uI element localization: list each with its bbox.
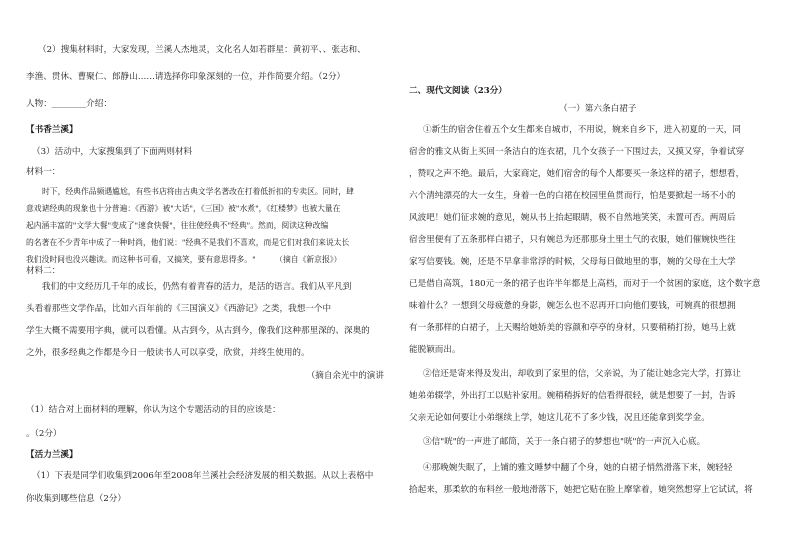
paragraph-line: 味着什么？一想到父母疲惫的身影，婉怎么也不忍再开口向他们要钱，可婉真的很想拥 — [409, 301, 736, 311]
paragraph-line: ③信"咣"的一声进了邮筒，关于一条白裙子的梦想也"咣"的一声沉入心底。 — [423, 437, 706, 447]
material-2-source: （摘自余光中的演讲 — [306, 371, 384, 381]
table-question-line-2: 你收集到哪些信息（2分） — [26, 494, 126, 504]
paragraph-line: ①新生的宿舍住着五个女生都来自城市，不用说，婉来自乡下，进入初夏的一天，同 — [423, 125, 741, 135]
question-3-line: （3）活动中，大家搜集到了下面两则材料 — [32, 147, 193, 157]
sub-question-1-score: 。（2分） — [26, 429, 62, 439]
material-1-line-2: 意戏谑经典的现象也十分普遍：《西游》被"大话"，《三国》被"水煮"，《红楼梦》也被大量在 — [26, 204, 341, 213]
question-2-line-1: （2）搜集材料时，大家发现，兰溪人杰地灵，文化名人如若群星：黄初平、、张志和、 — [38, 45, 366, 55]
paragraph-line: 父亲无论如何要让小弟继续上学，她这儿花不了多少钱，况且还能拿到奖学金。 — [409, 413, 710, 423]
material-2-label: 材料二： — [26, 266, 61, 276]
paragraph-line: 她弟弟辍学，外出打工以贴补家用。婉稍稍拆好的信看得很轻，就是想要了一封，告诉 — [409, 391, 736, 401]
paragraph-line: 有一条那样的白裙子，上天赐给她娇美的容颜和亭亭的身材，只要稍稍打扮，她马上就 — [409, 323, 736, 333]
paragraph-line: 已是借自高筑，180元一条的裙子也许半年都是上高档，而对于一个贫困的家庭，这个数字意 — [409, 279, 761, 289]
section-heading-books: 【书香兰溪】 — [26, 125, 78, 135]
material-1-label: 材料一： — [26, 167, 61, 177]
table-question-line-1: （1）下表是同学们收集到2006年至2008年兰溪社会经济发展的相关数据。从以上表格中 — [32, 471, 374, 481]
article-title: （一）第六条白裙子 — [559, 104, 637, 114]
person-answer-line: 人物：________介绍： — [26, 99, 112, 109]
paragraph-line: 拾起来，那柔软的布料丝一般地滑落下，她把它贴在脸上摩挲着，她突然想穿上它试试，将 — [409, 485, 753, 495]
material-1-line-3: 起内涵丰富的"文学大餐"变成了"速食快餐"，往往使经典不"经典"。然而，阅读这种改编 — [26, 221, 329, 230]
paragraph-line: 家写信要钱。婉，还是不早拿非常浮的时候，父母每日做地里的事，婉的父母在土大学 — [409, 257, 736, 267]
material-2-line-3: 学生大概不需要用字典，就可以看懂。从古到今，从古到今，像我们这种那里深的、深奥的 — [26, 326, 370, 336]
paragraph-line: 能脱颖而出。 — [409, 345, 461, 355]
paragraph-line: ④那晚婉失眠了，上铺的雅文睡梦中翻了个身，她的白裙子悄然滑落下来，婉轻轻 — [423, 463, 733, 473]
section-heading-vitality: 【活力兰溪】 — [26, 450, 78, 460]
paragraph-line: ，赞叹之声不绝。最后，大家商定，她们宿舍的每个人都要买一条这样的裙子，想想看， — [409, 169, 745, 179]
question-2-line-2: 李渔、贯休、曹聚仁、郎静山……请选择你印象深刻的一位，并作简要介绍。（2分） — [26, 72, 346, 82]
material-2-line-2: 头看着那些文学作品，比如六百年前的《三国演义》《西游记》之类，我想一个中 — [26, 304, 332, 314]
sub-question-1: （1）结合对上面材料的理解，你认为这个专题活动的目的应该是： — [26, 405, 281, 415]
paragraph-line: 六个清纯漂亮的大一女生，身着一色的白裙在校园里鱼贯而行，怕是要掀起一场不小的 — [409, 191, 736, 201]
paragraph-line: ②信还是寄来得及发出，却收到了家里的信，父亲说，为了能让她念完大学，打算让 — [423, 369, 741, 379]
paragraph-line: 宿舍的雅文从街上买回一条洁白的连衣裙，几个女孩子一下围过去，又摸又穿，争着试穿 — [409, 147, 745, 157]
paragraph-line: 风波吧！她们征求婉的意见，婉从书上抬起眼睛，极不自然地笑笑，未置可否。两周后 — [409, 213, 736, 223]
material-1-line-5: 我们没时间也没兴趣读。而这种书可看，又搞笑，要有意思得多。" （摘自《新京报》） — [26, 255, 342, 264]
material-1-line-4: 的名著在不少青年中成了一种时尚，他们说："经典不是我们不喜欢，而是它们对我们来说太长 — [26, 238, 350, 247]
section-heading-reading: 二、现代文阅读（23分） — [409, 86, 507, 96]
paragraph-line: 宿舍里便有了五条那样白裙子，只有婉总为还那那身土里土气的衣服，她们催婉快些往 — [409, 235, 736, 245]
material-1-line-1: 时下，经典作品频遇尴尬，有些书店将由古典文学名著改在打着低折扣的专卖区。同时，肆 — [42, 187, 354, 196]
material-2-line-1: 我们的中文经历几千年的成长，仍然有着青春的活力，是活的语言。我们从平凡到 — [42, 282, 352, 292]
material-2-line-4: 之外，很多经典之作都是今日一般读书人可以享受，欣赏，并终生使用的。 — [26, 348, 310, 358]
